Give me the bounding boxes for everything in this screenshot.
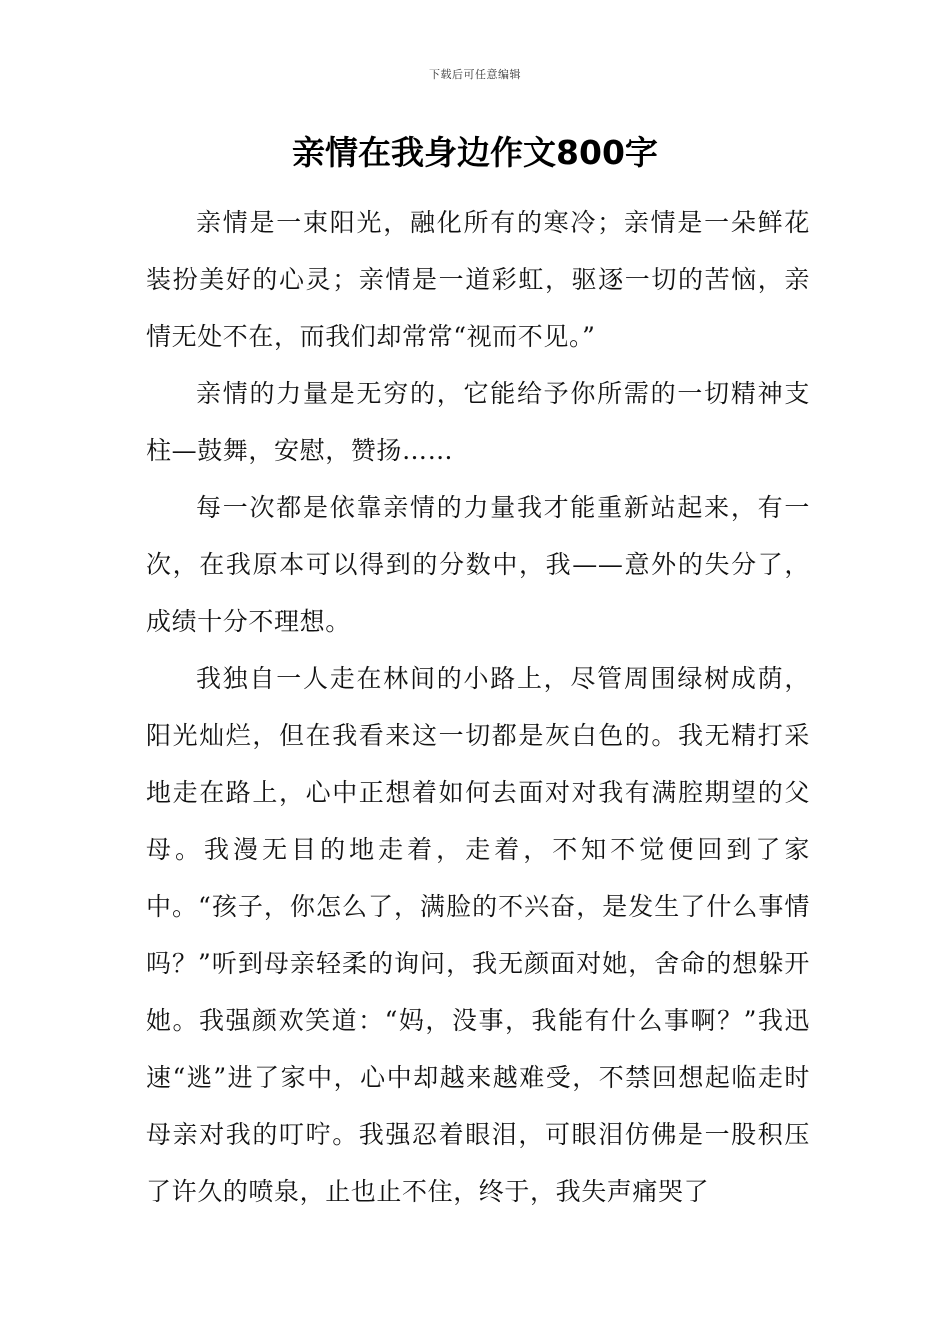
paragraph-2: 亲情的力量是无穷的，它能给予你所需的一切精神支柱—鼓舞，安慰，赞扬…… (146, 379, 810, 465)
header-note: 下载后可任意编辑 (429, 68, 521, 81)
document-title: 亲情在我身边作文800字 (292, 133, 658, 172)
paragraph-3: 每一次都是依靠亲情的力量我才能重新站起来，有一次，在我原本可以得到的分数中，我——意外的失分了，成绩十分不理想。 (146, 493, 810, 636)
paragraph-1: 亲情是一束阳光，融化所有的寒冷；亲情是一朵鲜花装扮美好的心灵；亲情是一道彩虹，驱逐一切的苦恼，亲情无处不在，而我们却常常“视而不见。” (146, 208, 810, 351)
paragraph-4: 我独自一人走在林间的小路上，尽管周围绿树成荫，阳光灿烂，但在我看来这一切都是灰白色的。我无精打采地走在路上，心中正想着如何去面对对我有满腔期望的父母。我漫无目的地走着，走着，不知不觉便回到了家中。“孩子，你怎么了，满脸的不兴奋，是发生了什么事情吗？”听到母亲轻柔的询问，我无颜面对她，舍命的想躲开她。我强颜欢笑道：“妈，没事，我能有什么事啊？”我迅速“逃”进了家中，心中却越来越难受，不禁回想起临走时母亲对我的叮咛。我强忍着眼泪，可眼泪仿佛是一股积压了许久的喷泉，止也止不住，终于，我失声痛哭了 (146, 664, 810, 1206)
document-body (146, 194, 810, 1220)
